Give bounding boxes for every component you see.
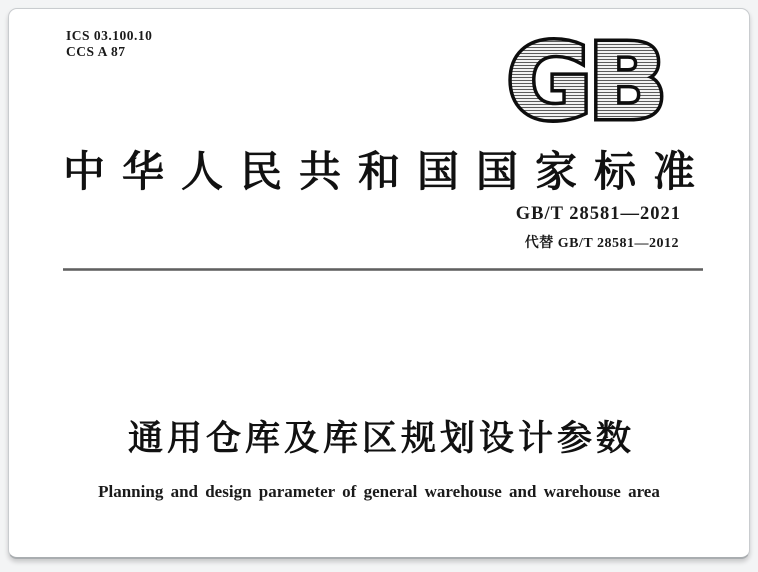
divider-rule bbox=[63, 268, 703, 271]
standard-title-cn: 通用仓库及库区规划设计参数 bbox=[127, 419, 635, 458]
standard-title-en: Planning and design parameter of general warehouse and warehouse area bbox=[98, 482, 660, 501]
gb-logo-text: GB bbox=[506, 37, 664, 123]
ccs-code: CCS A 87 bbox=[66, 44, 126, 59]
national-standard-heading: 中华人民共和国国家标准 bbox=[62, 150, 712, 196]
replaces-note: 代替 GB/T 28581—2012 bbox=[524, 236, 679, 251]
standard-cover-page bbox=[8, 8, 750, 559]
standard-number: GB/T 28581—2021 bbox=[515, 204, 681, 224]
classification-codes bbox=[66, 28, 152, 60]
gb-logo-icon bbox=[503, 37, 667, 123]
ics-code: ICS 03.100.10 bbox=[66, 28, 153, 43]
